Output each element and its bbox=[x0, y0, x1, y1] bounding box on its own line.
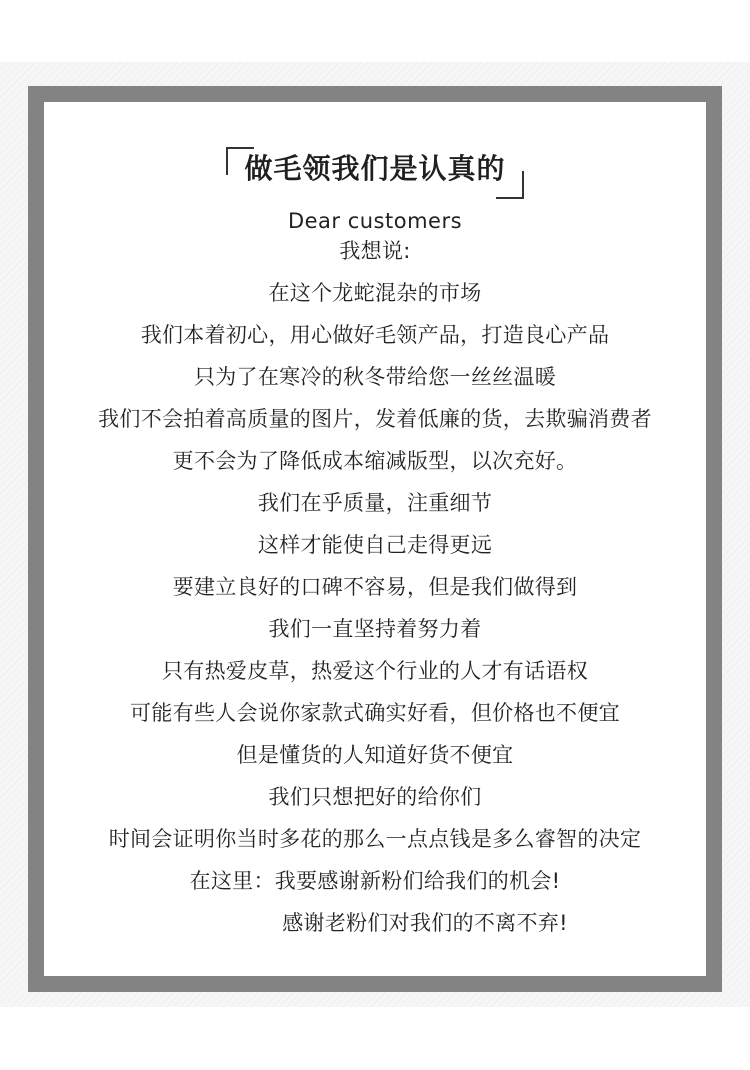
letter-line: 只有热爱皮草，热爱这个行业的人才有话语权 bbox=[162, 659, 588, 683]
letter-line: 我们在乎质量，注重细节 bbox=[257, 491, 493, 515]
subtitle-greeting: Dear customers bbox=[287, 209, 463, 233]
letter-line: 在这个龙蛇混杂的市场 bbox=[268, 281, 482, 305]
letter-line: 我们不会拍着高质量的图片，发着低廉的货，去欺骗消费者 bbox=[98, 407, 652, 431]
letter-body bbox=[44, 230, 706, 944]
letter-line: 在这里：我要感谢新粉们给我们的机会! bbox=[189, 869, 561, 893]
letter-line: 时间会证明你当时多花的那么一点点钱是多么睿智的决定 bbox=[108, 827, 642, 851]
letter-line: 但是懂货的人知道好货不便宜 bbox=[236, 743, 514, 767]
letter-line: 只为了在寒冷的秋冬带给您一丝丝温暖 bbox=[193, 365, 557, 389]
letter-line: 我想说: bbox=[339, 239, 411, 263]
letter-panel bbox=[44, 102, 706, 976]
letter-line: 要建立良好的口碑不容易，但是我们做得到 bbox=[172, 575, 578, 599]
letter-line: 我们只想把好的给你们 bbox=[268, 785, 482, 809]
letter-line: 我们一直坚持着努力着 bbox=[268, 617, 482, 641]
letter-line: 感谢老粉们对我们的不离不弃! bbox=[282, 911, 568, 935]
gray-frame bbox=[28, 86, 722, 992]
letter-line: 这样才能使自己走得更远 bbox=[257, 533, 493, 557]
page-title: 做毛领我们是认真的 bbox=[244, 152, 506, 185]
bracket-top-left-decoration bbox=[226, 147, 254, 175]
letter-line: 我们本着初心，用心做好毛领产品，打造良心产品 bbox=[140, 323, 610, 347]
title-area bbox=[44, 147, 706, 191]
bracket-bottom-right-decoration bbox=[496, 171, 524, 199]
letter-line: 更不会为了降低成本缩减版型，以次充好。 bbox=[172, 449, 578, 473]
letter-line: 可能有些人会说你家款式确实好看，但价格也不便宜 bbox=[130, 701, 620, 725]
title-bracket-box bbox=[226, 147, 523, 191]
